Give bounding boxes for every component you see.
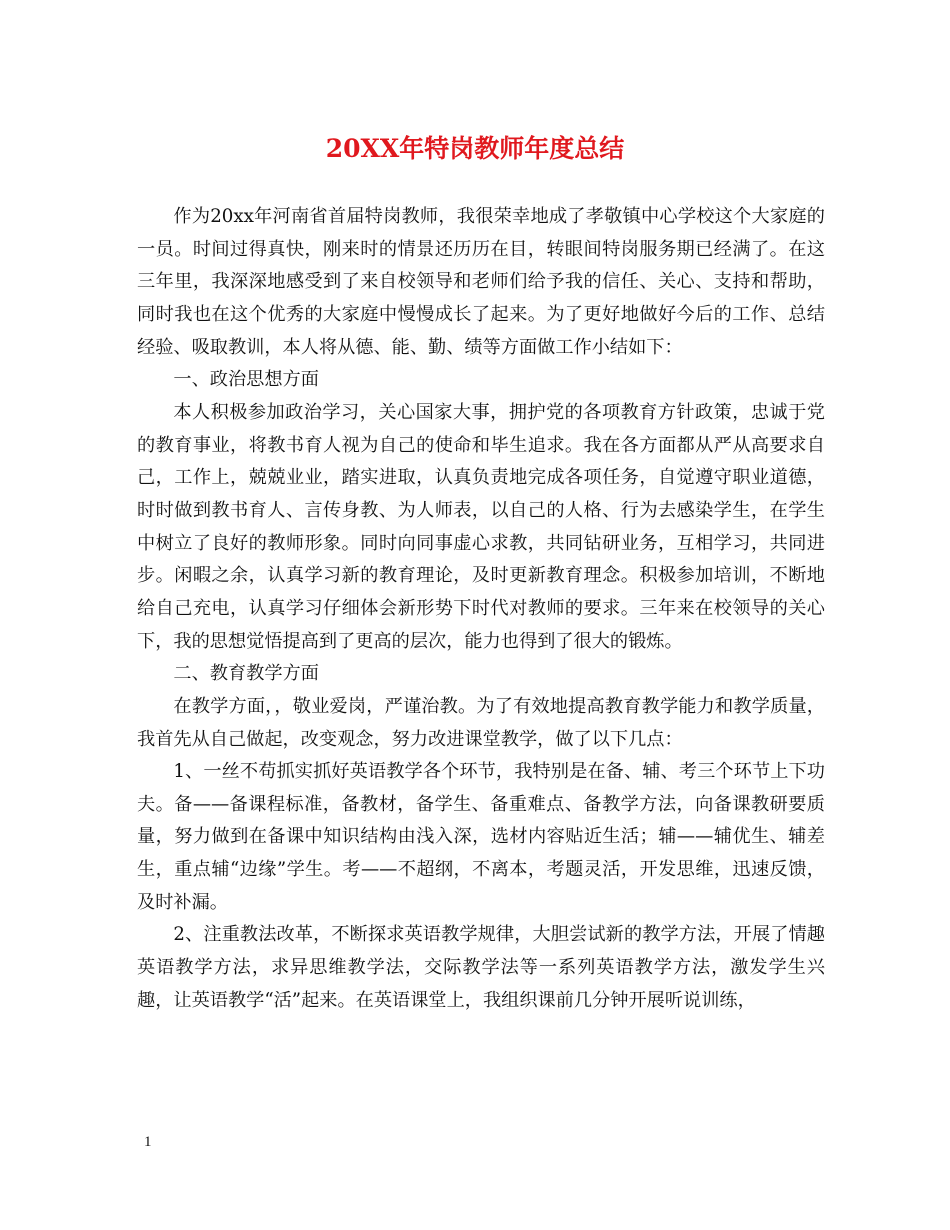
document-title: 20XX年特岗教师年度总结 <box>325 134 625 163</box>
politics-paragraph: 本人积极参加政治学习，关心国家大事，拥护党的各项教育方针政策，忠诚于党的教育事业，将教书育人视为自己的使命和毕生追求。我在各方面都从严从高要求自己，工作上，兢兢业业，踏实进取，认真负责地完成各项任务，自觉遵守职业道德，时时做到教书育人、言传身教、为人师表，以自己的人格、行为去感染学生，在学生中树立了良好的教师形象。同时向同事虚心求教，共同钻研业务，互相学习，共同进步。闲暇之余，认真学习新的教育理论，及时更新教育理念。积极参加培训，不断地给自己充电，认真学习仔细体会新形势下时代对教师的要求。三年来在校领导的关心下，我的思想觉悟提高到了更高的层次，能力也得到了很大的锻炼。 <box>137 401 825 652</box>
document-body <box>137 201 825 1017</box>
page-number: 1 <box>144 1134 152 1150</box>
intro-paragraph: 作为20xx年河南省首届特岗教师，我很荣幸地成了孝敬镇中心学校这个大家庭的一员。时间过得真快，刚来时的情景还历历在目，转眼间特岗服务期已经满了。在这三年里，我深深地感受到了来自校领导和老师们给予我的信任、关心、支持和帮助，同时我也在这个优秀的大家庭中慢慢成长了起来。为了更好地做好今后的工作、总结经验、吸取教训，本人将从德、能、勤、绩等方面做工作小结如下： <box>137 206 825 358</box>
section-heading-teaching: 二、教育教学方面 <box>173 663 319 685</box>
teaching-paragraph: 在教学方面，，敬业爱岗，严谨治教。为了有效地提高教育教学能力和教学质量，我首先从自己做起，改变观念，努力改进课堂教学，做了以下几点： <box>137 695 825 750</box>
teaching-point-1: 1、一丝不苟抓实抓好英语教学各个环节，我特别是在备、辅、考三个环节上下功夫。备——备课程标准，备教材，备学生、备重难点、备教学方法，向备课教研要质量，努力做到在备课中知识结构由浅入深，选材内容贴近生活；辅——辅优生、辅差生，重点辅“边缘”学生。考——不超纲，不离本，考题灵活，开发思维，迅速反馈，及时补漏。 <box>137 761 825 913</box>
teaching-point-2: 2、注重教法改革，不断探求英语教学规律，大胆尝试新的教学方法，开展了情趣英语教学方法，求异思维教学法，交际教学法等一系列英语教学方法，激发学生兴趣，让英语教学“活”起来。在英语课堂上，我组织课前几分钟开展听说训练， <box>137 924 825 1011</box>
section-heading-politics: 一、政治思想方面 <box>173 369 319 391</box>
